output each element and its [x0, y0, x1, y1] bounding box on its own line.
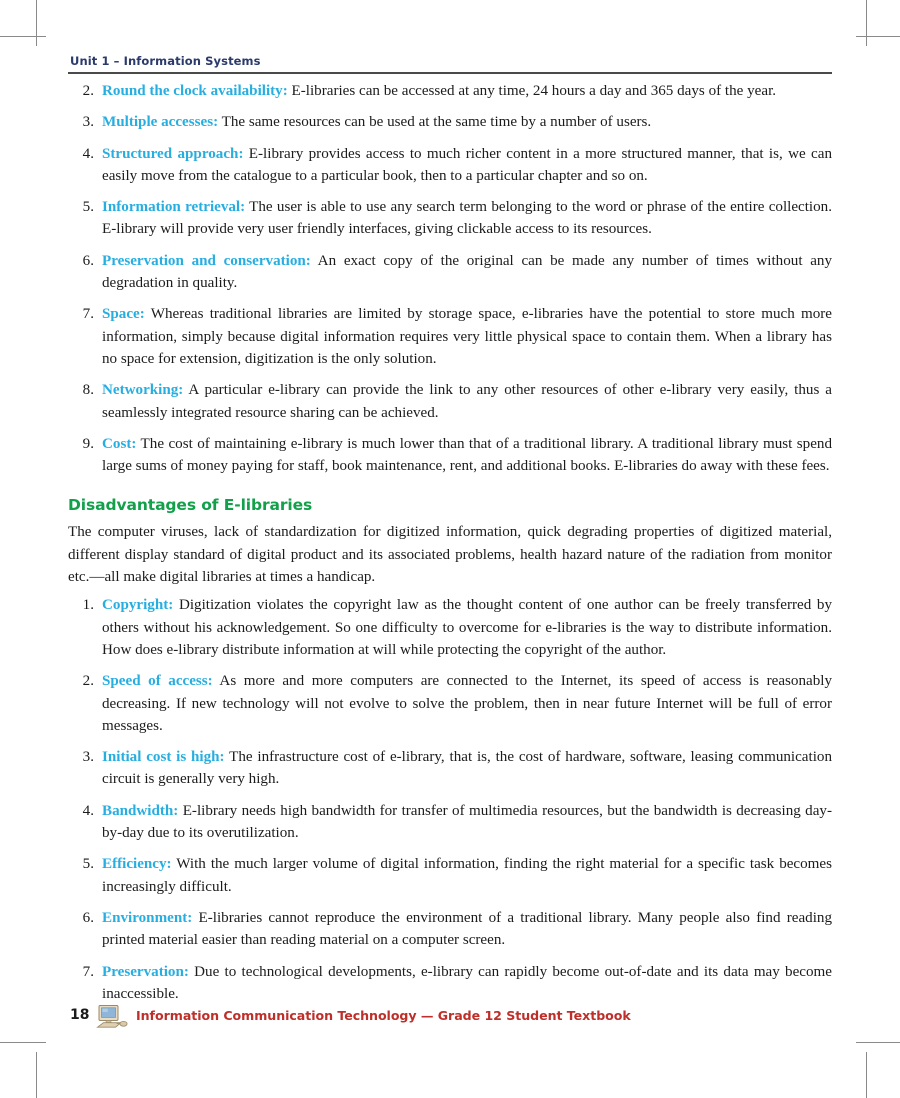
crop-mark-top-right-vertical — [866, 0, 867, 46]
list-item-term: Preservation: — [102, 963, 189, 980]
list-item-text: An exact copy of the original can be made any number of times without any degradation in quality. — [102, 252, 833, 292]
list-item — [68, 907, 832, 952]
list-item-number: 3. — [82, 749, 94, 766]
list-item-term: Information retrieval: — [102, 199, 246, 216]
list-item-term: Efficiency: — [102, 856, 172, 873]
list-item — [68, 143, 832, 188]
running-header — [68, 54, 832, 68]
crop-mark-top-left-horizontal — [0, 36, 46, 37]
list-item-text: The cost of maintaining e-library is much lower than that of a traditional library. A traditional library must spend large sums of money paying for staff, book maintenance, rent, and additional books. E-libraries do away with these fees. — [102, 435, 832, 475]
list-item-term: Cost: — [102, 435, 137, 452]
list-item-term: Space: — [102, 306, 145, 323]
list-item-number: 2. — [82, 83, 94, 99]
list-item-number: 7. — [82, 306, 94, 323]
list-item — [68, 303, 832, 370]
list-item-term: Initial cost is high: — [102, 749, 225, 766]
list-item-term: Multiple accesses: — [102, 114, 219, 131]
list-item-number: 9. — [82, 435, 94, 452]
list-item — [68, 80, 832, 102]
section-heading: Disadvantages of E-libraries — [68, 496, 313, 515]
crop-mark-top-right-horizontal — [856, 36, 900, 37]
list-item-text: E-library needs high bandwidth for transfer of multimedia resources, but the bandwidth is decreasing day-by-day due to its overutilization. — [102, 802, 832, 842]
list-item — [68, 594, 832, 661]
advantages-list — [68, 80, 832, 477]
header-rule — [68, 72, 832, 74]
list-item-term: Round the clock availability: — [102, 83, 288, 99]
footer-title: Information Communication Technology — Grade 12 Student Textbook — [136, 1008, 631, 1023]
list-item — [68, 196, 832, 241]
crop-mark-bottom-left-horizontal — [0, 1042, 46, 1043]
crop-mark-bottom-right-vertical — [866, 1052, 867, 1098]
page-content — [68, 80, 832, 1014]
list-item-number: 4. — [82, 802, 94, 819]
list-item — [68, 961, 832, 1006]
list-item-text: E-libraries cannot reproduce the environment of a traditional library. Many people also find reading printed material easier than reading material on a computer screen. — [102, 909, 832, 949]
list-item — [68, 746, 832, 791]
list-item — [68, 250, 832, 295]
list-item-text: The same resources can be used at the same time by a number of users. — [218, 114, 652, 131]
crop-mark-top-left-vertical — [36, 0, 37, 46]
list-item-number: 5. — [82, 856, 94, 873]
list-item — [68, 853, 832, 898]
list-item-text: The infrastructure cost of e-library, that is, the cost of hardware, software, leasing communication circuit is generally very high. — [102, 749, 832, 788]
list-item-number: 4. — [82, 145, 94, 162]
list-item — [68, 800, 832, 845]
list-item-term: Structured approach: — [102, 145, 244, 162]
list-item-text: With the much larger volume of digital information, finding the right material for a specific task becomes increasingly difficult. — [102, 856, 832, 895]
list-item — [68, 670, 832, 737]
section-intro-paragraph: The computer viruses, lack of standardization for digitized information, quick degrading properties of digitized material, different display standard of digital product and its associated problems, health hazard nature of the radiation from monitor etc.—all make digital libraries at times a handicap. — [68, 524, 832, 586]
running-header-title: Unit 1 – Information Systems — [70, 54, 261, 68]
list-item-number: 6. — [82, 909, 94, 926]
crop-mark-bottom-left-vertical — [36, 1052, 37, 1098]
list-item-text: E-library provides access to much richer content in a more structured manner, that is, we can easily move from the catalogue to a particular book, then to a particular chapter and so on. — [102, 145, 832, 184]
list-item-number: 7. — [82, 963, 94, 980]
list-item-number: 1. — [82, 597, 94, 614]
list-item-number: 3. — [82, 114, 94, 131]
list-item-term: Networking: — [102, 382, 184, 399]
list-item-text: As more and more computers are connected to the Internet, its speed of access is reasonably decreasing. If new technology will not evolve to solve the problem, then in near future Internet will be full of error messages. — [102, 673, 832, 734]
list-item — [68, 379, 832, 424]
list-item — [68, 111, 832, 133]
crop-mark-bottom-right-horizontal — [856, 1042, 900, 1043]
page-number: 18 — [70, 1007, 90, 1023]
list-item-term: Environment: — [102, 909, 193, 926]
disadvantages-list — [68, 594, 832, 1005]
list-item-text: The user is able to use any search term belonging to the word or phrase of the entire collection. E-library will provide very user friendly interfaces, giving clickable access to its resources. — [102, 199, 832, 238]
list-item-number: 8. — [82, 382, 94, 399]
list-item-number: 5. — [82, 199, 94, 216]
textbook-page — [68, 0, 832, 1098]
list-item-text: E-libraries can be accessed at any time, 24 hours a day and 365 days of the year. — [287, 83, 777, 99]
list-item-term: Speed of access: — [102, 673, 213, 690]
page-footer — [68, 1004, 832, 1032]
list-item — [68, 433, 832, 478]
list-item-text: A particular e-library can provide the link to any other resources of other e-library very easily, thus a seamlessly integrated resource sharing can be achieved. — [102, 382, 832, 421]
list-item-text: Due to technological developments, e-library can rapidly become out-of-date and its data may become inaccessible. — [102, 963, 832, 1002]
list-item-text: Whereas traditional libraries are limited by storage space, e-libraries have the potential to store much more information, simply because digital information requires very little physical space to contain them. When a library has no space for extension, digitization is the only solution. — [102, 306, 832, 367]
list-item-number: 6. — [82, 252, 94, 269]
list-item-number: 2. — [82, 673, 94, 690]
list-item-term: Bandwidth: — [102, 802, 179, 819]
list-item-text: Digitization violates the copyright law as the thought content of one author can be freely transferred by others without his acknowledgement. So one difficulty to overcome for e-libraries is the way to distribute information. How does e-library distribute information at will while protecting the copyright of the author. — [102, 597, 832, 658]
computer-icon — [96, 1004, 130, 1030]
list-item-term: Preservation and conservation: — [102, 252, 311, 269]
list-item-term: Copyright: — [102, 597, 174, 614]
